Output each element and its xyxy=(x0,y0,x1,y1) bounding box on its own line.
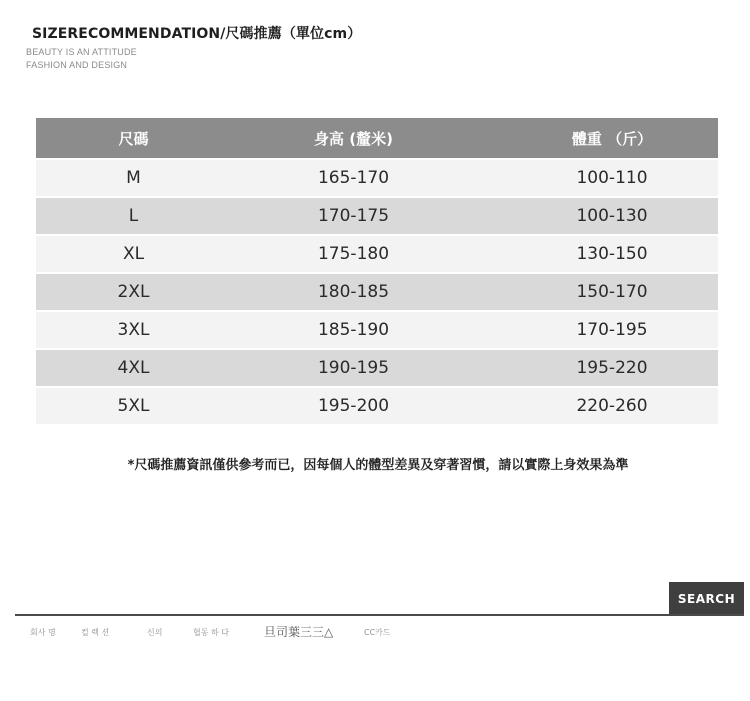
cell-weight: 170-195 xyxy=(476,311,718,349)
cell-height: 175-180 xyxy=(231,235,476,273)
cell-size: 5XL xyxy=(36,387,231,424)
header-weight: 體重 （斤） xyxy=(476,118,718,159)
cell-size: M xyxy=(36,159,231,197)
cell-size: 4XL xyxy=(36,349,231,387)
footer-divider xyxy=(15,614,744,616)
footer-link-company[interactable]: 회사 명 xyxy=(30,628,56,637)
table-row xyxy=(36,311,718,349)
cell-size: 3XL xyxy=(36,311,231,349)
cell-height: 185-190 xyxy=(231,311,476,349)
cell-height: 190-195 xyxy=(231,349,476,387)
cell-height: 180-185 xyxy=(231,273,476,311)
cell-weight: 130-150 xyxy=(476,235,718,273)
footer-link-cc-card[interactable]: CC카드 xyxy=(364,628,391,637)
table-row xyxy=(36,387,718,424)
tagline-2: FASHION AND DESIGN xyxy=(26,60,128,70)
size-table xyxy=(36,118,718,424)
header-size: 尺碼 xyxy=(36,118,231,159)
cell-size: XL xyxy=(36,235,231,273)
cell-weight: 100-110 xyxy=(476,159,718,197)
cell-weight: 150-170 xyxy=(476,273,718,311)
cell-height: 165-170 xyxy=(231,159,476,197)
table-row xyxy=(36,197,718,235)
table-row xyxy=(36,235,718,273)
footer-link-brand[interactable]: 旦司葉三三△ xyxy=(264,625,334,639)
tagline-1: BEAUTY IS AN ATTITUDE xyxy=(26,47,137,57)
cell-height: 195-200 xyxy=(231,387,476,424)
page-header xyxy=(26,24,361,72)
table-header-row xyxy=(36,118,718,159)
footer-link-collection[interactable]: 컬 렉 션 xyxy=(81,628,110,637)
cell-weight: 220-260 xyxy=(476,387,718,424)
cell-size: L xyxy=(36,197,231,235)
table-row xyxy=(36,349,718,387)
header-height: 身高 (釐米) xyxy=(231,118,476,159)
table-row xyxy=(36,159,718,197)
cell-weight: 195-220 xyxy=(476,349,718,387)
footer-link-cooperate[interactable]: 협동 하 다 xyxy=(193,628,229,637)
search-button[interactable]: SEARCH xyxy=(669,582,744,615)
footer-link-faith[interactable]: 신의 xyxy=(147,628,163,637)
size-disclaimer: *尺碼推薦資訊僅供參考而已，因每個人的體型差異及穿著習慣，請以實際上身效果為準 xyxy=(127,458,629,473)
page-title: SIZERECOMMENDATION/尺碼推薦（單位cm） xyxy=(32,26,362,42)
cell-size: 2XL xyxy=(36,273,231,311)
cell-height: 170-175 xyxy=(231,197,476,235)
cell-weight: 100-130 xyxy=(476,197,718,235)
table-row xyxy=(36,273,718,311)
